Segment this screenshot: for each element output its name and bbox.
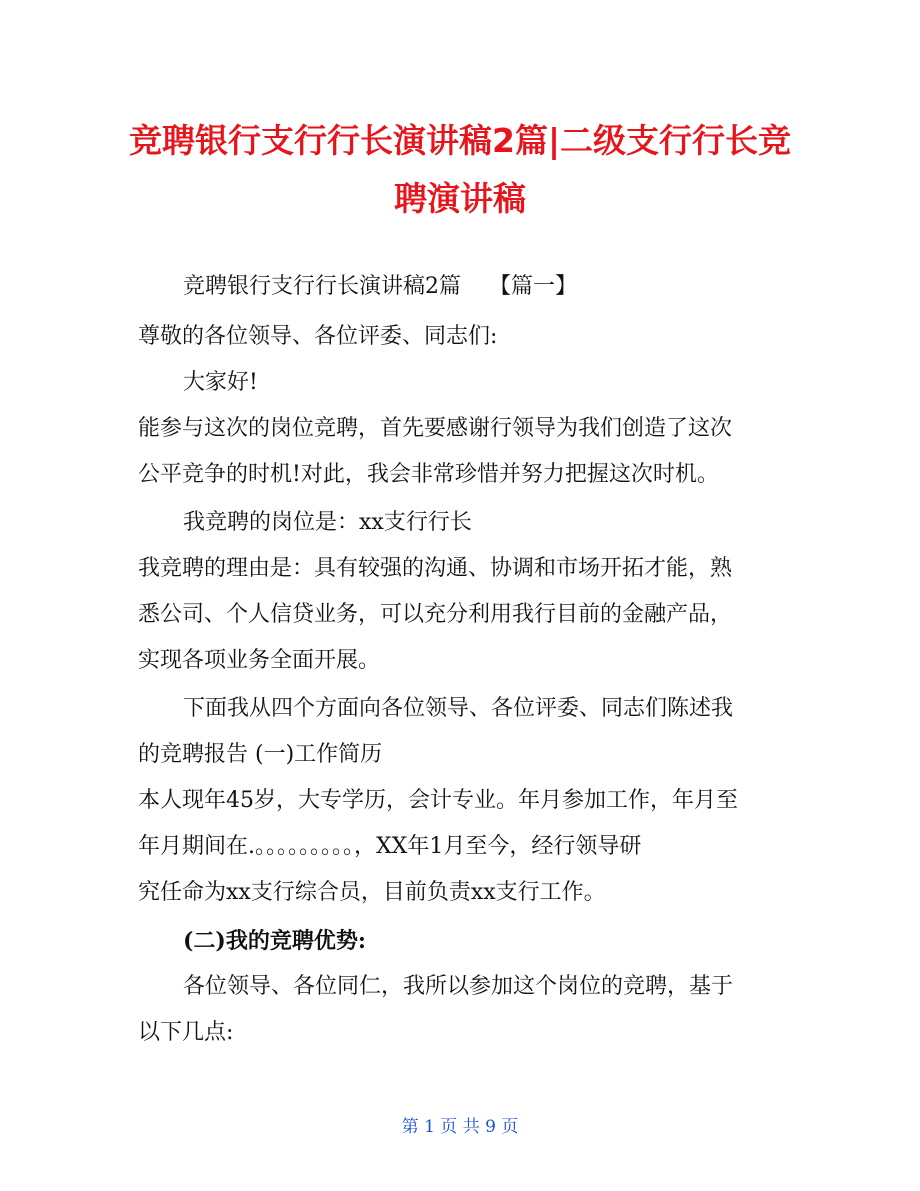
- paragraph-line: 悉公司、个人信贷业务，可以充分利用我行目前的金融产品，: [138, 602, 733, 627]
- title-line-1: 竞聘银行支行行长演讲稿2篇|二级支行行长竞: [128, 121, 791, 160]
- section-heading: (二)我的竞聘优势:: [183, 928, 366, 954]
- section-tag: 【篇一】: [489, 274, 578, 299]
- paragraph-line: 我竞聘的理由是：具有较强的沟通、协调和市场开拓才能，熟: [138, 556, 733, 581]
- paragraph-line: 的竞聘报告 (一)工作简历: [138, 742, 383, 767]
- paragraph-line: 年月期间在.。。。。。。。。。，XX年1月至今，经行领导研: [138, 834, 642, 859]
- title-line-2: 聘演讲稿: [394, 179, 526, 218]
- paragraph-line: 以下几点:: [138, 1020, 234, 1045]
- paragraph-line: 公平竞争的时机!对此，我会非常珍惜并努力把握这次时机。: [138, 462, 719, 487]
- subtitle: 竞聘银行支行行长演讲稿2篇: [183, 274, 461, 299]
- paragraph-line: 各位领导、各位同仁，我所以参加这个岗位的竞聘，基于: [183, 974, 734, 999]
- paragraph-line: 本人现年45岁，大专学历，会计专业。年月参加工作，年月至: [138, 788, 738, 813]
- paragraph-line: 究任命为xx支行综合员，目前负责xx支行工作。: [138, 880, 606, 905]
- paragraph-line: 能参与这次的岗位竞聘，首先要感谢行领导为我们创造了这次: [138, 416, 733, 441]
- page-footer: 第 1 页 共 9 页: [401, 1117, 519, 1137]
- paragraph-line: 我竞聘的岗位是：xx支行行长: [183, 510, 472, 535]
- paragraph-line: 尊敬的各位领导、各位评委、同志们:: [138, 324, 498, 349]
- paragraph-line: 下面我从四个方面向各位领导、各位评委、同志们陈述我: [183, 696, 734, 721]
- paragraph-line: 实现各项业务全面开展。: [138, 648, 381, 673]
- subtitle-line: [183, 272, 788, 302]
- document-title: [120, 112, 800, 228]
- paragraph-line: 大家好!: [183, 370, 258, 395]
